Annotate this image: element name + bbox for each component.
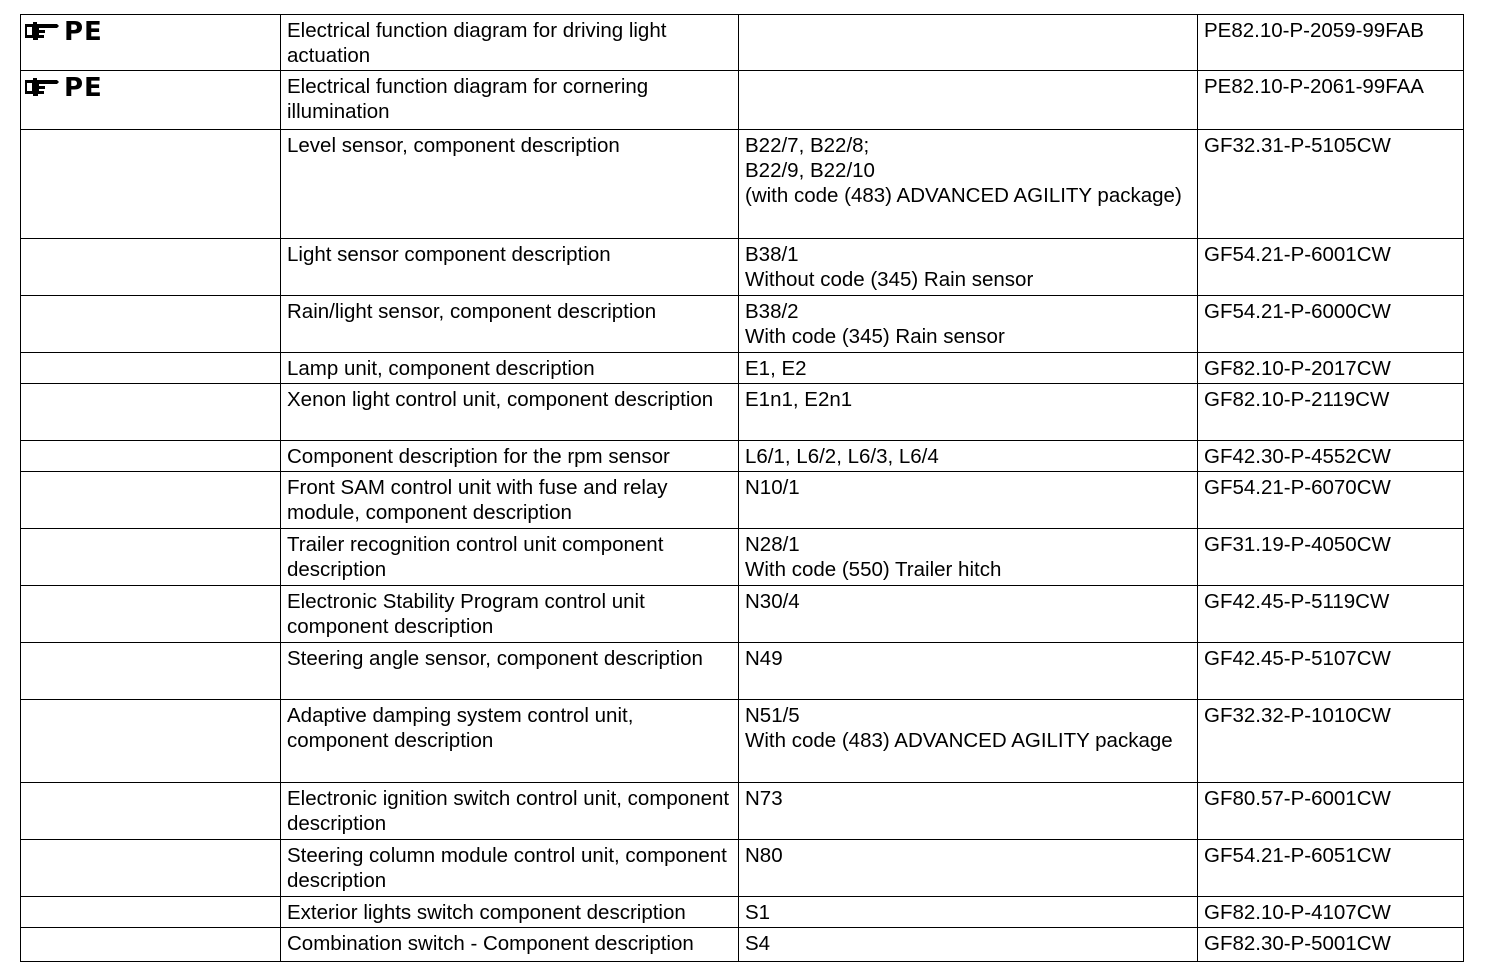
table-row (21, 529, 1464, 586)
marker-cell (21, 441, 281, 472)
description-cell: Electronic ignition switch control unit, component description (281, 783, 739, 840)
components-cell: N49 (739, 643, 1198, 700)
marker-cell (21, 296, 281, 353)
document-number-cell[interactable]: GF31.19-P-4050CW (1198, 529, 1464, 586)
table-row (21, 586, 1464, 643)
marker-cell (21, 643, 281, 700)
marker-label: PE (64, 17, 103, 47)
reference-table-body (21, 15, 1464, 962)
components-cell: N10/1 (739, 472, 1198, 529)
table-row (21, 384, 1464, 441)
document-number-cell[interactable]: GF54.21-P-6000CW (1198, 296, 1464, 353)
description-cell: Xenon light control unit, component description (281, 384, 739, 441)
description-cell: Front SAM control unit with fuse and relay module, component description (281, 472, 739, 529)
description-cell: Combination switch - Component description (281, 928, 739, 962)
table-row (21, 700, 1464, 783)
description-cell: Component description for the rpm sensor (281, 441, 739, 472)
description-cell: Exterior lights switch component description (281, 897, 739, 928)
document-number-cell[interactable]: GF82.10-P-2017CW (1198, 353, 1464, 384)
table-row (21, 441, 1464, 472)
marker-cell (21, 700, 281, 783)
description-cell: Rain/light sensor, component description (281, 296, 739, 353)
description-cell: Steering angle sensor, component description (281, 643, 739, 700)
components-cell: N80 (739, 840, 1198, 897)
description-cell: Steering column module control unit, component description (281, 840, 739, 897)
pointing-hand-icon (23, 20, 61, 44)
description-cell: Level sensor, component description (281, 130, 739, 239)
description-cell: Light sensor component description (281, 239, 739, 296)
components-cell: N51/5 With code (483) ADVANCED AGILITY package (739, 700, 1198, 783)
table-row (21, 928, 1464, 962)
marker-cell (21, 71, 281, 130)
reference-table (20, 14, 1464, 962)
components-cell (739, 71, 1198, 130)
marker-cell (21, 239, 281, 296)
components-cell: B38/1 Without code (345) Rain sensor (739, 239, 1198, 296)
marker-cell (21, 928, 281, 962)
components-cell: E1n1, E2n1 (739, 384, 1198, 441)
components-cell (739, 15, 1198, 71)
marker-label: PE (64, 73, 103, 103)
document-number-cell[interactable]: GF54.21-P-6001CW (1198, 239, 1464, 296)
document-number-cell[interactable]: PE82.10-P-2059-99FAB (1198, 15, 1464, 71)
components-cell: B38/2 With code (345) Rain sensor (739, 296, 1198, 353)
document-number-cell[interactable]: GF42.45-P-5107CW (1198, 643, 1464, 700)
marker-cell (21, 529, 281, 586)
description-cell: Lamp unit, component description (281, 353, 739, 384)
document-number-cell[interactable]: GF82.30-P-5001CW (1198, 928, 1464, 962)
marker-cell (21, 586, 281, 643)
document-number-cell[interactable]: GF54.21-P-6051CW (1198, 840, 1464, 897)
components-cell: E1, E2 (739, 353, 1198, 384)
table-row (21, 130, 1464, 239)
table-row (21, 897, 1464, 928)
components-cell: S4 (739, 928, 1198, 962)
document-number-cell[interactable]: GF80.57-P-6001CW (1198, 783, 1464, 840)
marker-cell (21, 783, 281, 840)
marker-cell (21, 384, 281, 441)
components-cell: B22/7, B22/8; B22/9, B22/10 (with code (483) ADVANCED AGILITY package) (739, 130, 1198, 239)
description-cell: Electrical function diagram for driving light actuation (281, 15, 739, 71)
document-number-cell[interactable]: GF32.32-P-1010CW (1198, 700, 1464, 783)
marker-cell (21, 353, 281, 384)
components-cell: S1 (739, 897, 1198, 928)
components-cell: N73 (739, 783, 1198, 840)
document-number-cell[interactable]: GF82.10-P-4107CW (1198, 897, 1464, 928)
table-row (21, 643, 1464, 700)
document-number-cell[interactable]: GF54.21-P-6070CW (1198, 472, 1464, 529)
table-row (21, 840, 1464, 897)
table-row (21, 296, 1464, 353)
table-row (21, 15, 1464, 71)
pe-reference-link[interactable] (23, 73, 103, 103)
description-cell: Trailer recognition control unit component description (281, 529, 739, 586)
components-cell: N30/4 (739, 586, 1198, 643)
pointing-hand-icon (23, 76, 61, 100)
document-number-cell[interactable]: GF42.45-P-5119CW (1198, 586, 1464, 643)
table-row (21, 783, 1464, 840)
marker-cell (21, 15, 281, 71)
marker-cell (21, 897, 281, 928)
document-number-cell[interactable]: PE82.10-P-2061-99FAA (1198, 71, 1464, 130)
table-row (21, 353, 1464, 384)
pe-reference-link[interactable] (23, 17, 103, 47)
description-cell: Adaptive damping system control unit, component description (281, 700, 739, 783)
components-cell: L6/1, L6/2, L6/3, L6/4 (739, 441, 1198, 472)
table-row (21, 71, 1464, 130)
document-number-cell[interactable]: GF32.31-P-5105CW (1198, 130, 1464, 239)
document-number-cell[interactable]: GF82.10-P-2119CW (1198, 384, 1464, 441)
marker-cell (21, 130, 281, 239)
table-row (21, 239, 1464, 296)
description-cell: Electrical function diagram for cornering illumination (281, 71, 739, 130)
marker-cell (21, 472, 281, 529)
description-cell: Electronic Stability Program control unit component description (281, 586, 739, 643)
document-number-cell[interactable]: GF42.30-P-4552CW (1198, 441, 1464, 472)
components-cell: N28/1 With code (550) Trailer hitch (739, 529, 1198, 586)
table-row (21, 472, 1464, 529)
marker-cell (21, 840, 281, 897)
